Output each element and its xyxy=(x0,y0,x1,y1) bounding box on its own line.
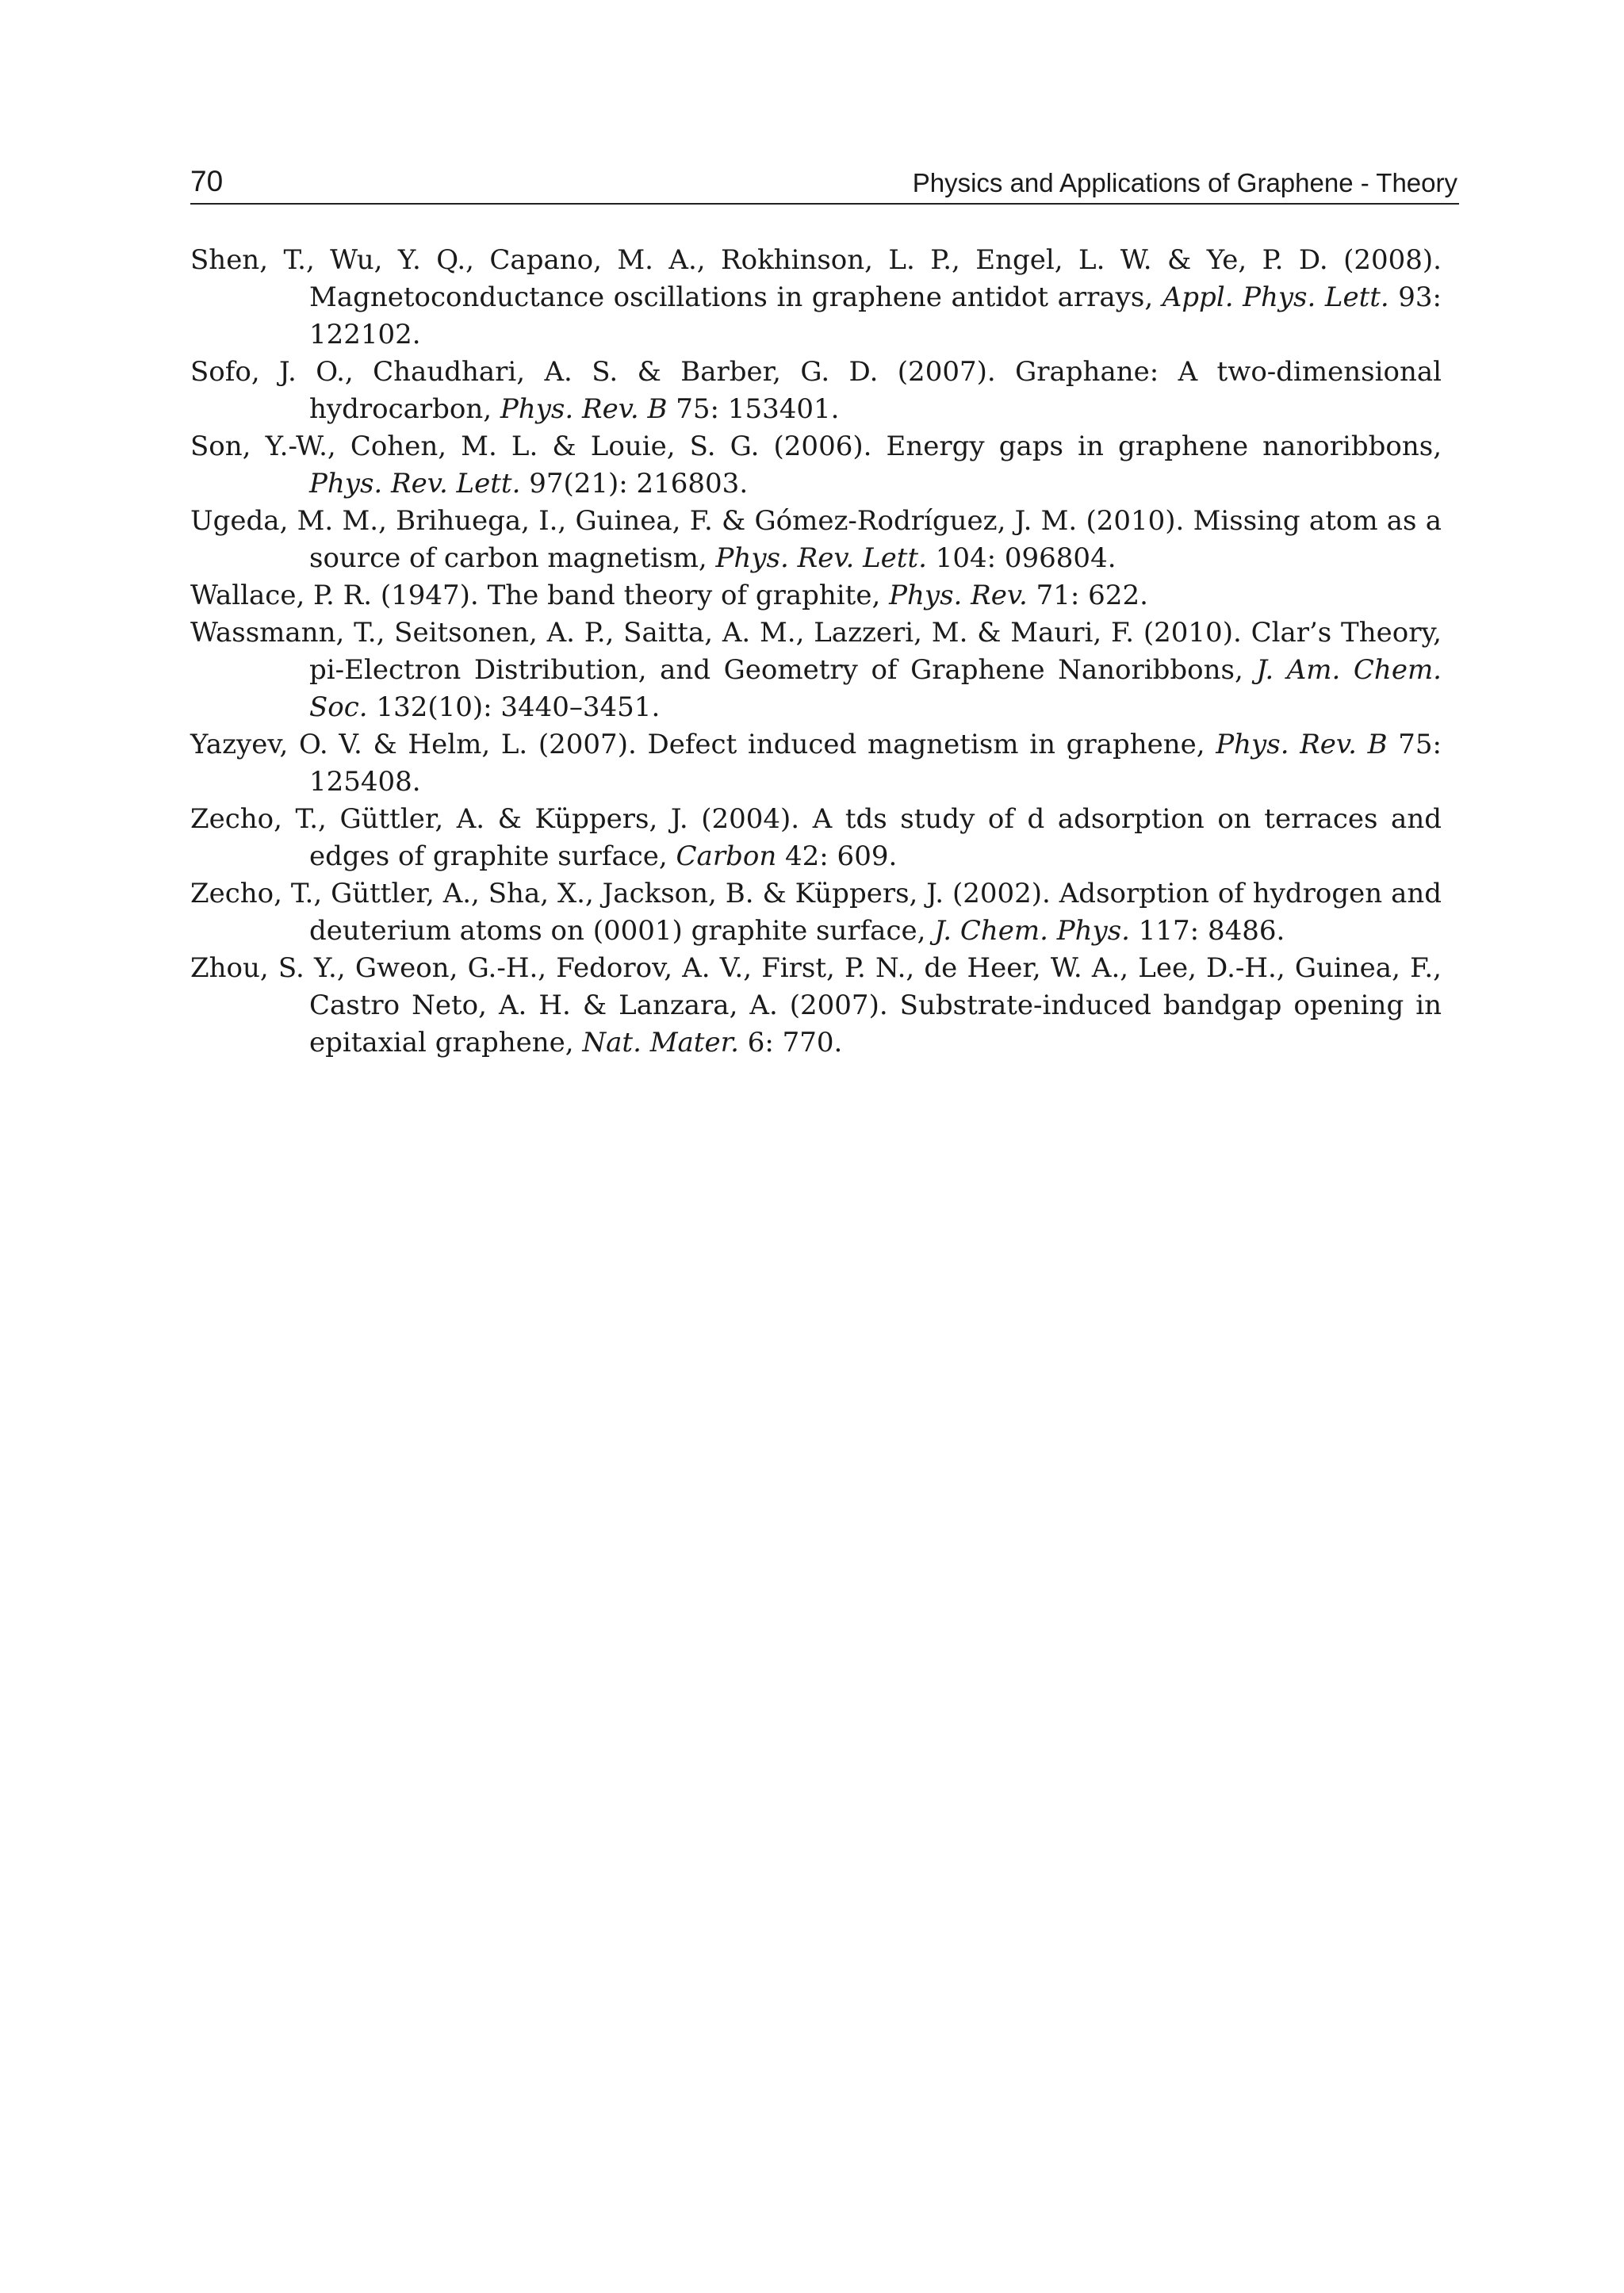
reference-journal: Phys. Rev. Lett. xyxy=(309,468,521,500)
reference-title: Clar’s Theory, pi-Electron Distribution, and Geometry of Graphene Nanoribbons, xyxy=(309,617,1442,686)
reference-journal: Appl. Phys. Lett. xyxy=(1162,281,1389,313)
reference-list xyxy=(190,242,1442,1062)
reference-item xyxy=(190,354,1442,428)
reference-title: The band theory of graphite, xyxy=(487,580,881,611)
reference-journal: Phys. Rev. B xyxy=(500,393,668,425)
reference-details: 71: 622. xyxy=(1036,580,1148,611)
reference-authors-year: Zecho, T., Güttler, A. & Küppers, J. (2004). xyxy=(190,803,800,835)
reference-journal: Phys. Rev. xyxy=(889,580,1028,611)
reference-item xyxy=(190,875,1442,950)
page-number: 70 xyxy=(190,165,224,197)
reference-journal: Carbon xyxy=(676,840,777,872)
reference-item xyxy=(190,242,1442,354)
reference-title: Defect induced magnetism in graphene, xyxy=(647,729,1205,760)
reference-journal: Nat. Mater. xyxy=(582,1027,739,1058)
reference-authors-year: Wallace, P. R. (1947). xyxy=(190,580,479,611)
running-title: Physics and Applications of Graphene - Theory xyxy=(912,168,1457,197)
reference-details: 104: 096804. xyxy=(935,542,1116,574)
page-header xyxy=(190,159,1459,205)
reference-item xyxy=(190,950,1442,1062)
reference-title: Graphane: A two-dimensional hydrocarbon, xyxy=(309,356,1442,425)
reference-title: Energy gaps in graphene nanoribbons, xyxy=(886,431,1442,462)
reference-authors-year: Yazyev, O. V. & Helm, L. (2007). xyxy=(190,729,637,760)
reference-authors-year: Wassmann, T., Seitsonen, A. P., Saitta, A. M., Lazzeri, M. & Mauri, F. (2010). xyxy=(190,617,1242,649)
reference-details: 75: 153401. xyxy=(676,393,840,425)
reference-item xyxy=(190,726,1442,801)
reference-journal: Phys. Rev. Lett. xyxy=(715,542,927,574)
reference-item xyxy=(190,614,1442,726)
reference-authors-year: Shen, T., Wu, Y. Q., Capano, M. A., Rokhinson, L. P., Engel, L. W. & Ye, P. D. (2008). xyxy=(190,244,1442,276)
reference-authors-year: Ugeda, M. M., Brihuega, I., Guinea, F. & Gómez-Rodríguez, J. M. (2010). xyxy=(190,505,1185,537)
reference-details: 42: 609. xyxy=(785,840,898,872)
reference-item xyxy=(190,801,1442,875)
reference-item xyxy=(190,577,1442,614)
reference-details: 97(21): 216803. xyxy=(529,468,749,500)
reference-title: Missing atom as a source of carbon magnetism, xyxy=(309,505,1442,574)
reference-details: 6: 770. xyxy=(747,1027,843,1058)
reference-title: Adsorption of hydrogen and deuterium atoms on (0001) graphite surface, xyxy=(309,878,1442,947)
reference-details: 75: 125408. xyxy=(309,729,1442,798)
reference-title: A tds study of d adsorption on terraces and edges of graphite surface, xyxy=(309,803,1442,872)
reference-authors-year: Zhou, S. Y., Gweon, G.-H., Fedorov, A. V., First, P. N., de Heer, W. A., Lee, D.-H., Guinea, F., Castro Neto, A. H. & Lanzara, A. (2007). xyxy=(190,952,1442,1021)
reference-item xyxy=(190,503,1442,577)
reference-authors-year: Sofo, J. O., Chaudhari, A. S. & Barber, G. D. (2007). xyxy=(190,356,996,388)
reference-title: Substrate-induced bandgap opening in epitaxial graphene, xyxy=(309,990,1442,1058)
reference-details: 117: 8486. xyxy=(1138,915,1285,947)
reference-title: Magnetoconductance oscillations in graphene antidot arrays, xyxy=(309,281,1154,313)
reference-journal: J. Chem. Phys. xyxy=(934,915,1130,947)
reference-journal: J. Am. Chem. Soc. xyxy=(309,654,1442,723)
reference-authors-year: Son, Y.-W., Cohen, M. L. & Louie, S. G. (2006). xyxy=(190,431,872,462)
reference-authors-year: Zecho, T., Güttler, A., Sha, X., Jackson, B. & Küppers, J. (2002). xyxy=(190,878,1051,909)
reference-item xyxy=(190,428,1442,503)
reference-details: 93: 122102. xyxy=(309,281,1442,350)
reference-details: 132(10): 3440–3451. xyxy=(376,691,661,723)
reference-journal: Phys. Rev. B xyxy=(1216,729,1388,760)
